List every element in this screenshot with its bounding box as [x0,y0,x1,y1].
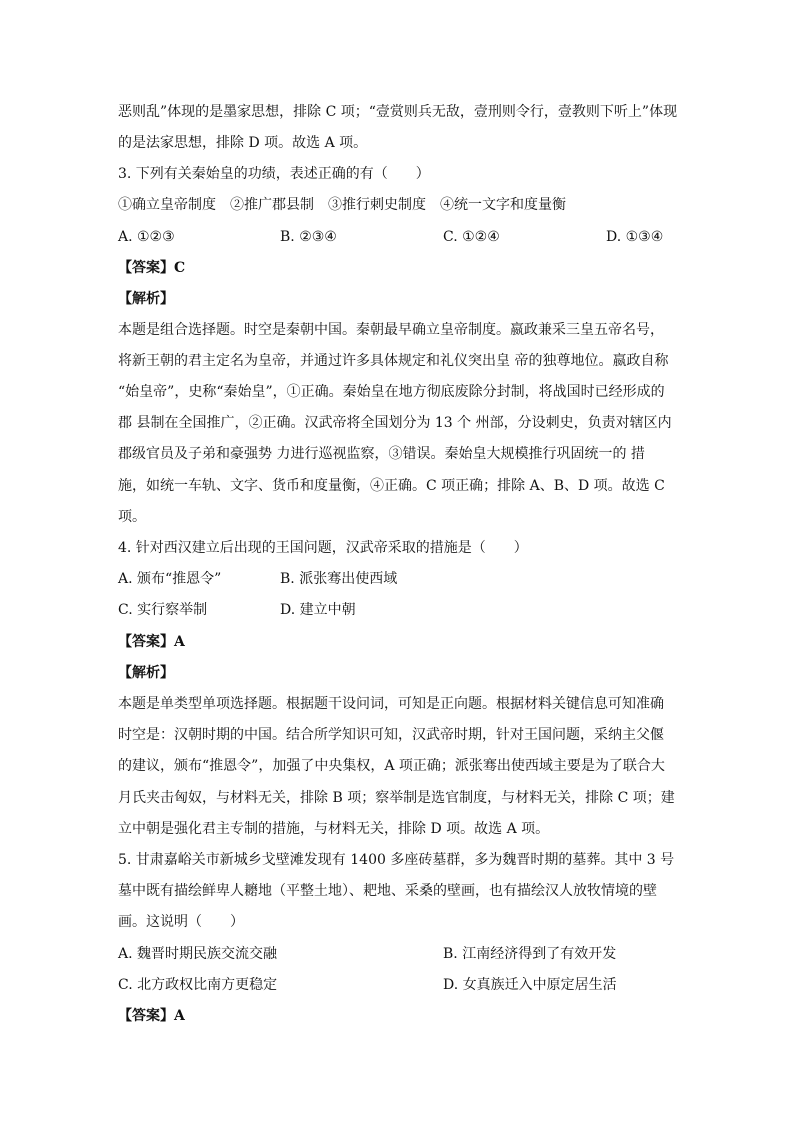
q4-option-b: B. 派张骞出使西域 [280,571,398,587]
q4-option-c: C. 实行察举制 [118,602,208,618]
q3-option-b: B. ②③④ [280,229,337,245]
question-5-stem: 墓中既有描绘鲜卑人耱地（平整土地）、耙地、采桑的壁画，也有描绘汉人放牧情境的壁 [118,883,657,899]
q4-analysis-heading: 【解析】 [118,665,174,681]
question-4-stem: 4. 针对西汉建立后出现的王国问题，汉武帝采取的措施是（ ） [118,540,528,556]
q5-option-c: C. 北方政权比南方更稳定 [118,977,278,993]
q4-explanation-line: 立中朝是强化君主专制的措施，与材料无关，排除 D 项。故选 A 项。 [118,821,550,837]
question-5-stem: 5. 甘肃嘉峪关市新城乡戈壁滩发现有 1400 多座砖墓群，多为魏晋时期的墓葬。其中 3 号 [118,852,675,868]
text-line: 恶则乱”体现的是墨家思想，排除 C 项；“壹赏则兵无敌，壹刑则令行，壹教则下听上”体现 [118,104,678,120]
q4-answer: 【答案】A [118,634,185,650]
q4-explanation-line: 本题是单类型单项选择题。根据题干设问词，可知是正向题。根据材料关键信息可知准确 [118,696,664,712]
q4-explanation-line: 的建议，颁布“推恩令”，加强了中央集权，A 项正确；派张骞出使西域主要是为了联合大 [118,758,665,774]
q3-explanation-line: 施，如统一车轨、文字、货币和度量衡，④正确。C 项正确；排除 A、B、D 项。故选 C [118,478,665,494]
q3-option-d: D. ①③④ [606,229,664,245]
q3-explanation-line: “始皇帝”，史称“秦始皇”，①正确。秦始皇在地方彻底废除分封制，将战国时已经形成的 [118,384,665,400]
q3-option-a: A. ①②③ [118,229,175,245]
question-5-stem: 画。这说明（ ） [118,914,244,930]
q3-explanation-line: 郡级官员及子弟和豪强势 力进行巡视监察，③错误。秦始皇大规模推行巩固统一的 措 [118,446,645,462]
q3-explanation-line: 郡 县制在全国推广，②正确。汉武帝将全国划分为 13 个 州部，分设刺史，负责对辖区内 [118,415,672,431]
q3-explanation-line: 项。 [118,509,146,525]
question-3-items: ①确立皇帝制度 ②推广郡县制 ③推行刺史制度 ④统一文字和度量衡 [118,197,566,213]
q3-explanation-line: 本题是组合选择题。时空是秦朝中国。秦朝最早确立皇帝制度。嬴政兼采三皇五帝名号， [118,322,664,338]
q5-option-d: D. 女真族迁入中原定居生活 [443,977,617,993]
q4-option-a: A. 颁布“推恩令” [118,571,222,587]
question-3-stem: 3. 下列有关秦始皇的功绩，表述正确的有（ ） [118,166,430,182]
q5-answer: 【答案】A [118,1008,185,1024]
q4-explanation-line: 时空是：汉朝时期的中国。结合所学知识可知，汉武帝时期，针对王国问题，采纳主父偃 [118,727,664,743]
q3-analysis-heading: 【解析】 [118,291,174,307]
q3-explanation-line: 将新王朝的君主定名为皇帝，并通过许多具体规定和礼仪突出皇 帝的独尊地位。嬴政自称 [118,353,669,369]
q5-option-b: B. 江南经济得到了有效开发 [443,946,617,962]
q5-option-a: A. 魏晋时期民族交流交融 [118,946,278,962]
text-line: 的是法家思想，排除 D 项。故选 A 项。 [118,135,368,151]
q3-answer: 【答案】C [118,260,186,276]
q4-option-d: D. 建立中朝 [280,602,356,618]
q3-option-c: C. ①②④ [443,229,500,245]
q4-explanation-line: 月氏夹击匈奴，与材料无关，排除 B 项；察举制是选官制度，与材料无关，排除 C 项；建 [118,790,675,806]
